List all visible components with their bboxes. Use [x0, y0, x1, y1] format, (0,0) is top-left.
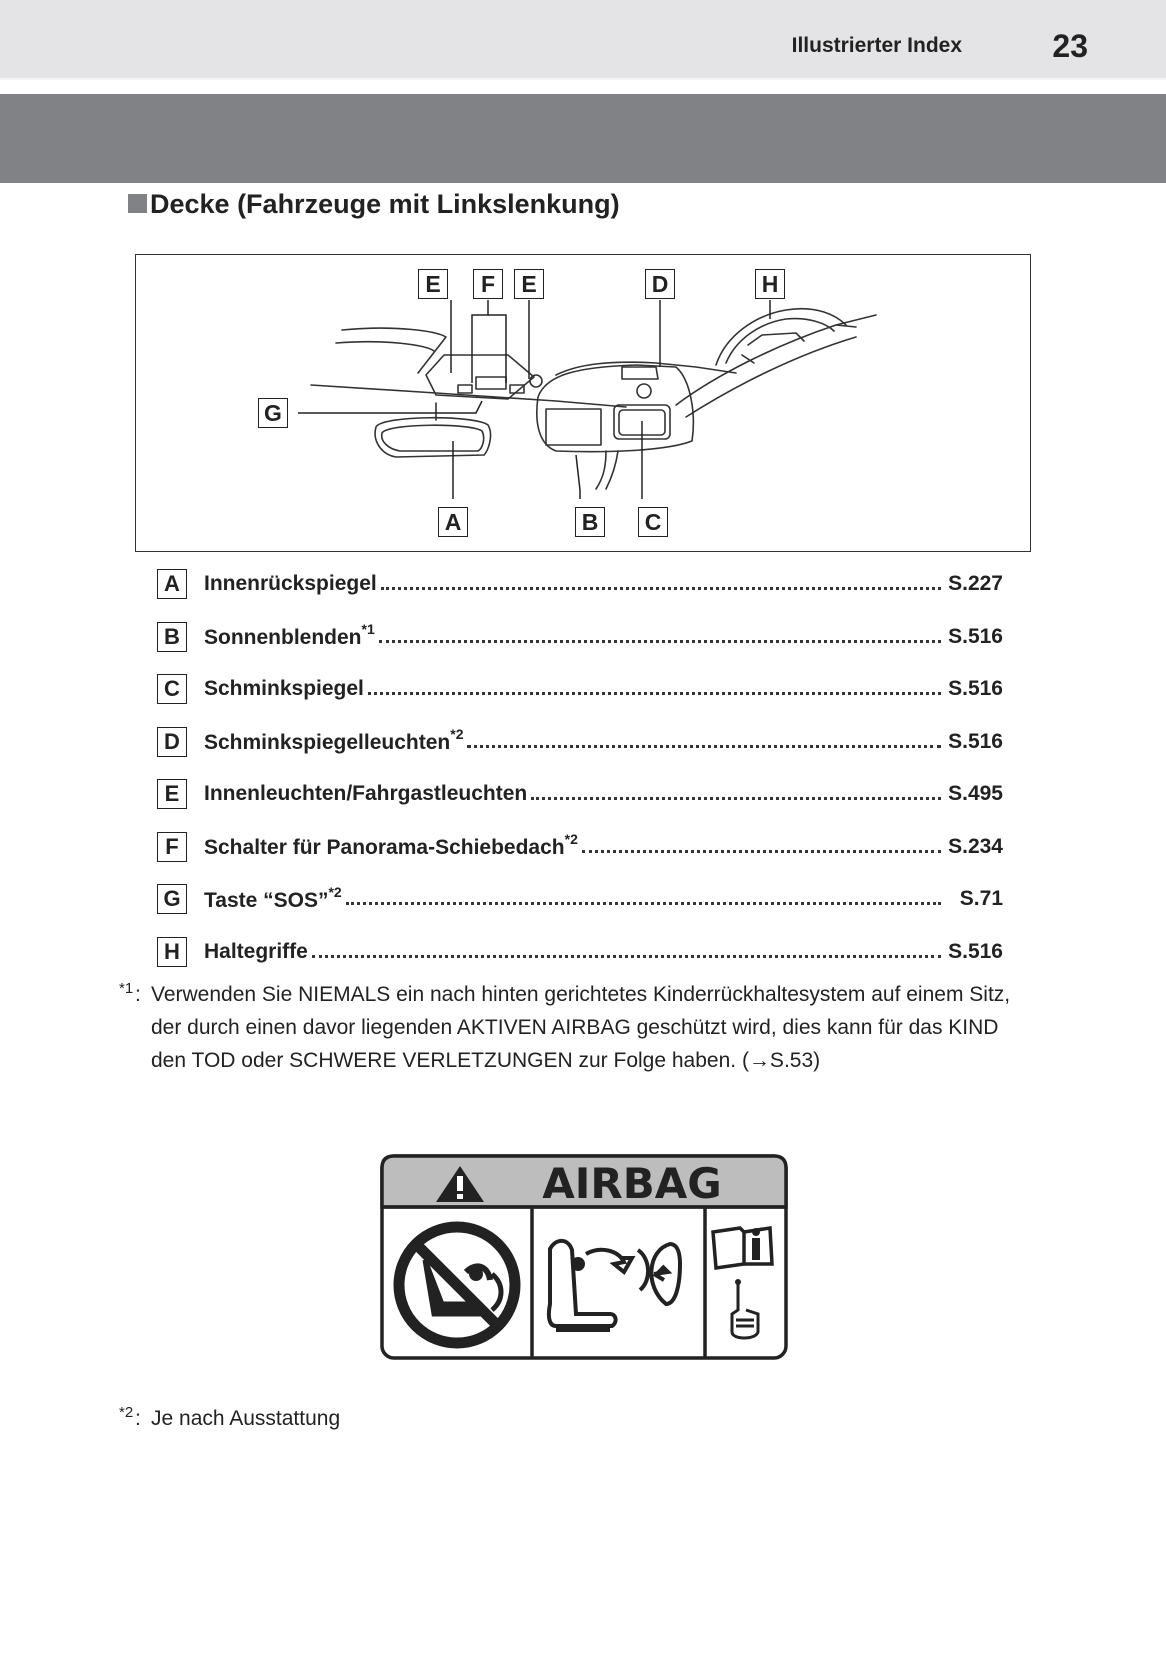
leader-dots [381, 579, 941, 590]
footnote-text: Je nach Ausstattung [151, 1407, 341, 1430]
airbag-title: AIRBAG [542, 1159, 722, 1208]
legend-label: Schalter für Panorama-Schiebedach$^{*2}$ [204, 831, 578, 859]
legend-row [157, 776, 1003, 812]
leader-f-line [472, 300, 488, 383]
legend-label: Schminkspiegel [204, 677, 364, 700]
footnote-ref: *2 [564, 831, 578, 847]
leader-g-line [298, 401, 482, 413]
section-title-text: Decke (Fahrzeuge mit Linkslenkung) [150, 189, 620, 219]
legend-label: Taste “SOS”$^{*2}$ [204, 883, 342, 912]
footnote-mark: *1 [119, 980, 134, 997]
leader-dots [312, 947, 941, 958]
callout-f: F [473, 269, 503, 299]
legend-label: Schminkspiegelleuchten$^{*2}$ [204, 726, 464, 754]
legend-letter: G [157, 884, 187, 914]
airbag-warning-label [380, 1154, 788, 1360]
footnote-mark: *2 [119, 1404, 134, 1421]
legend-letter: H [157, 937, 187, 967]
legend-row [157, 619, 1003, 655]
page-reference[interactable]: S.71 [959, 887, 1003, 910]
leader-dots [368, 684, 941, 695]
callout-b: B [575, 507, 605, 537]
legend-row [157, 724, 1003, 760]
page-reference[interactable]: S.234 [948, 834, 1003, 858]
legend-label: Haltegriffe [204, 939, 308, 963]
legend-letter: F [157, 832, 187, 862]
leader-b-line [576, 455, 580, 499]
legend-letter: C [157, 674, 187, 704]
callout-e-right: E [514, 269, 544, 299]
legend-letter: D [157, 727, 187, 757]
leader-dots [346, 894, 941, 905]
section-title [128, 189, 620, 220]
legend-label: Innenrückspiegel [204, 572, 377, 595]
page-reference[interactable]: S.227 [948, 572, 1003, 595]
page-reference[interactable]: S.495 [948, 782, 1003, 805]
page-header [0, 0, 1166, 80]
grab-handle-shape [716, 309, 846, 365]
ceiling-illustration [135, 254, 1031, 552]
legend-row [157, 566, 1003, 602]
callout-c: C [638, 507, 668, 537]
leader-dots [582, 842, 941, 853]
callout-a: A [438, 507, 468, 537]
footnote-2: *2 : Je nach Ausstattung [119, 1402, 1031, 1435]
footnote-text: Verwenden Sie NIEMALS ein nach hinten gerichtetes Kinderrückhaltesystem auf einem Sitz, der durch einen davor liegenden AKTIVEN AIRBAG geschützt wird, dies kann für das KIND den TOD oder SCHWERE VERLETZUNGEN zur Folge haben. (→S.53) [151, 983, 1011, 1072]
page-number: 23 [1052, 28, 1088, 64]
footnote-ref: *1 [361, 621, 375, 637]
footnote-ref: *2 [450, 726, 464, 742]
callout-e-left: E [418, 269, 448, 299]
callout-g: G [258, 398, 288, 428]
page-reference[interactable]: S.516 [948, 729, 1003, 753]
legend-row [157, 829, 1003, 865]
legend-letter: B [157, 622, 187, 652]
footnote-1: *1 : Verwenden Sie NIEMALS ein nach hinten gerichtetes Kinderrückhaltesystem auf einem Sitz, der durch einen davor liegenden AKTIVEN AIRBAG geschützt wird, dies kann für das KIND den TOD oder SCHWERE VERLETZUNGEN zur Folge haben. (→S.53) [119, 978, 1031, 1077]
leader-dots [379, 632, 941, 643]
roof-edge-line [342, 328, 446, 373]
page-reference[interactable]: S.516 [948, 624, 1003, 648]
header-title: Illustrierter Index [791, 34, 962, 57]
legend-row [157, 934, 1003, 970]
page-reference[interactable]: S.516 [948, 939, 1003, 963]
leader-dots [531, 789, 941, 800]
legend-label: Sonnenblenden$^{*1}$ [204, 621, 375, 649]
callout-d: D [645, 269, 675, 299]
legend-row [157, 881, 1003, 917]
page-reference[interactable]: S.516 [948, 677, 1003, 700]
callout-h: H [755, 269, 785, 299]
footnote-ref: *2 [328, 883, 342, 900]
section-band [0, 94, 1166, 183]
section-square-icon [128, 194, 147, 213]
legend-label: Innenleuchten/Fahrgastleuchten [204, 782, 528, 805]
legend-letter: A [157, 569, 187, 599]
leader-dots [467, 737, 941, 748]
legend-row [157, 671, 1003, 707]
legend-letter: E [157, 779, 187, 809]
